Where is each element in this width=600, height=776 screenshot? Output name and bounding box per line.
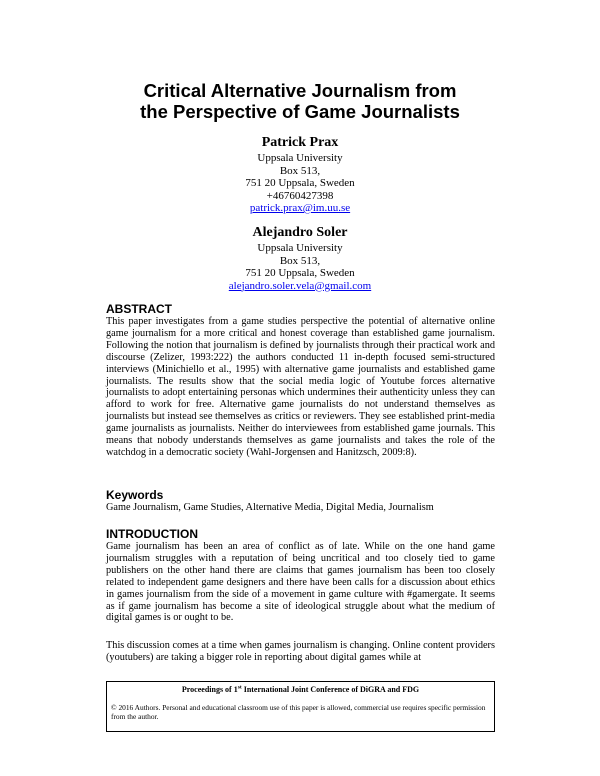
paper-title [0,80,600,122]
author-email-link[interactable]: alejandro.soler.vela@gmail.com [228,279,372,292]
abstract-heading: ABSTRACT [106,302,172,316]
abstract-text: This paper investigates from a game studies perspective the potential of alternative online game journalism for a more critical and honest coverage than established game journalism. Following the notion that journalism is defined by journalists through their practical work and discourse (Zelizer, 1993:222) the authors conducted 11 in-depth focused semi-structured interviews (Minichiello et al., 1995) with alternative game journalists and established game journalists. The results show that the social media logic of Youtube forces alternative journalists to adopt entertaining personas which undermines their authenticity unless they can afford to work for free. Alternative game journalists do not understand themselves as journalists but instead see themselves as critics or reviewers. They see established print-media game journalists as journalists. Neither do interviewees from established game journals. This means that nobody understands themselves as game journalists and takes the role of the watchdog in a democratic society (Wahl-Jorgensen and Hanitzsch, 2009:8). [106,316,495,458]
title-line-1: Critical Alternative Journalism from [143,80,457,101]
author-city: 751 20 Uppsala, Sweden [245,177,355,189]
proceedings-line [107,685,494,694]
copyright-notice: © 2016 Authors. Personal and educational classroom use of this paper is allowed, commercial use requires specific permission from the author. [111,703,486,721]
author-name: Patrick Prax [261,135,339,150]
proceedings-footer [106,681,495,732]
proceedings-suffix: International Joint Conference of DiGRA and FDG [241,685,420,694]
author-2 [0,225,600,292]
intro-paragraph-1: Game journalism has been an area of conflict as of late. While on the one hand game journalism struggles with a reputation of being uncritical and too closely tied to game publishers on the other hand there are claims that games journalism has been too closely related to independent game designers and there have been calls for a discussion about ethics in games journalism from the side of a movement in game culture with #gamergate. It seems as if game journalism has become a site of ideological struggle about what the medium of digital games is or ought to be. [106,541,495,624]
title-line-2: the Perspective of Game Journalists [140,101,460,122]
author-phone: +46760427398 [266,189,334,202]
author-1 [0,135,600,215]
author-email-link[interactable]: patrick.prax@im.uu.se [249,202,351,214]
keywords-heading: Keywords [106,488,164,502]
keywords-text: Game Journalism, Game Studies, Alternative Media, Digital Media, Journalism [106,502,434,513]
intro-paragraph-2: This discussion comes at a time when games journalism is changing. Online content providers (youtubers) are taking a bigger role in reporting about digital games while at [106,640,495,663]
author-name: Alejandro Soler [252,225,348,240]
author-city: 751 20 Uppsala, Sweden [245,267,355,279]
author-affiliation: Uppsala University [257,152,343,164]
proceedings-prefix: Proceedings of 1 [181,685,238,694]
proceedings-superscript: st [237,684,242,691]
author-box: Box 513, [279,164,321,177]
author-affiliation: Uppsala University [257,242,343,254]
author-box: Box 513, [279,254,321,267]
introduction-heading: INTRODUCTION [106,527,198,541]
